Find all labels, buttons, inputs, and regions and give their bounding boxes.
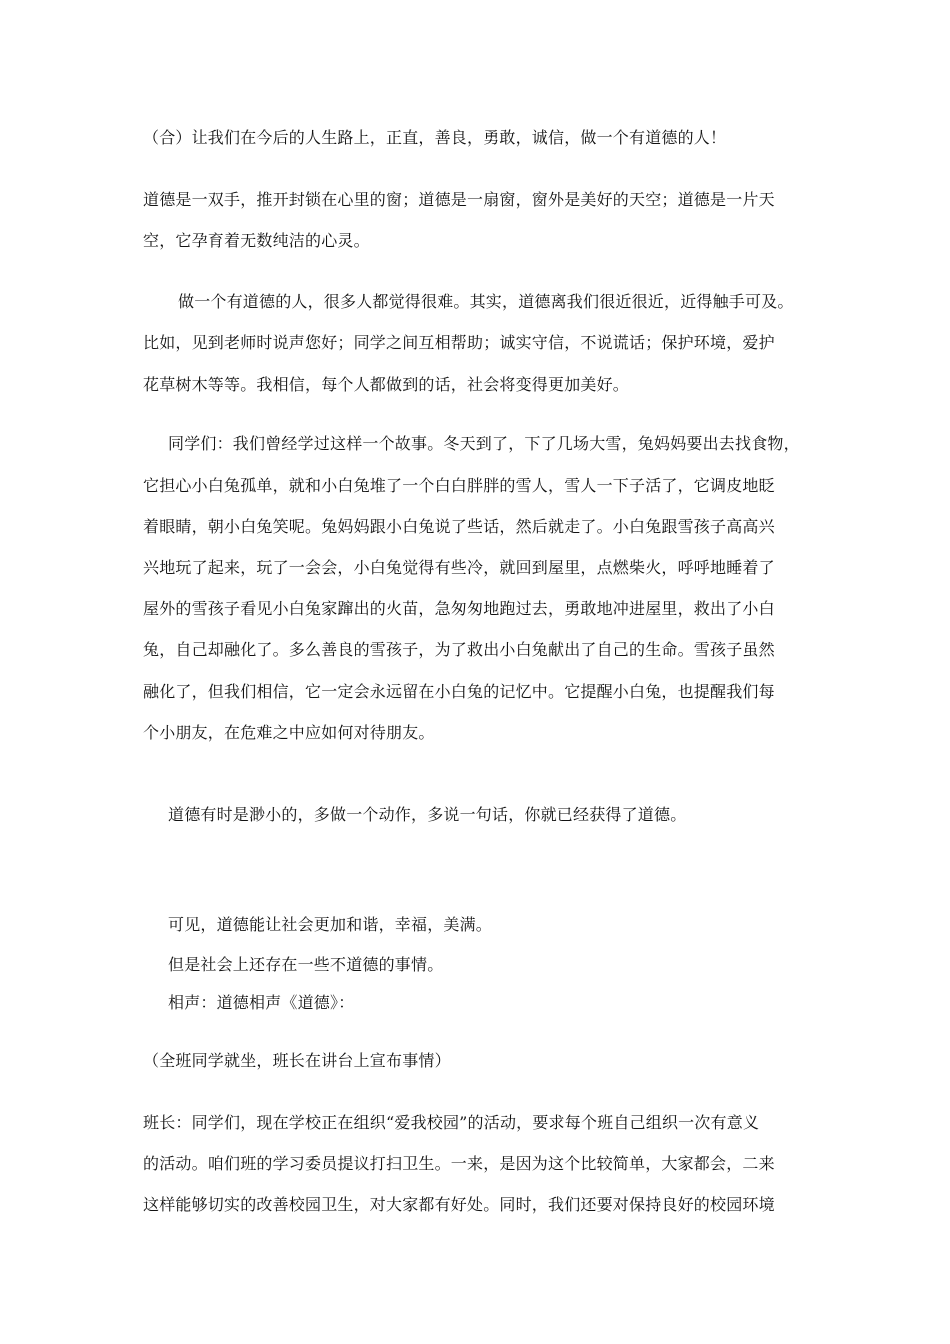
stage-direction: （全班同学就坐，班长在讲台上宣布事情） bbox=[143, 1051, 451, 1070]
paragraph-line: 屋外的雪孩子看见小白兔家蹿出的火苗，急匆匆地跑过去，勇敢地冲进屋里，救出了小白 bbox=[143, 599, 775, 618]
paragraph-line: 空，它孕育着无数纯洁的心灵。 bbox=[143, 231, 370, 250]
closing-chorus-line: （合）让我们在今后的人生路上，正直，善良，勇敢，诚信，做一个有道德的人！ bbox=[143, 128, 727, 147]
dialogue-line: 班长：同学们，现在学校正在组织“爱我校园”的活动，要求每个班自己组织一次有意义 bbox=[143, 1113, 760, 1132]
paragraph-line: 花草树木等等。我相信，每个人都做到的话，社会将变得更加美好。 bbox=[143, 375, 630, 394]
paragraph-line: 可见，道德能让社会更加和谐，幸福，美满。 bbox=[168, 915, 493, 934]
paragraph-line: 它担心小白兔孤单，就和小白兔堆了一个白白胖胖的雪人，雪人一下子活了，它调皮地眨 bbox=[143, 476, 775, 495]
paragraph-line: 比如，见到老师时说声您好；同学之间互相帮助；诚实守信，不说谎话；保护环境，爱护 bbox=[143, 333, 775, 352]
section-heading: 相声：道德相声《道德》： bbox=[168, 993, 355, 1012]
paragraph-line: 同学们：我们曾经学过这样一个故事。冬天到了，下了几场大雪，兔妈妈要出去找食物， bbox=[168, 434, 800, 453]
paragraph-line: 道德有时是渺小的，多做一个动作，多说一句话，你就已经获得了道德。 bbox=[168, 805, 687, 824]
paragraph-line: 做一个有道德的人，很多人都觉得很难。其实，道德离我们很近很近，近得触手可及。 bbox=[178, 292, 794, 311]
paragraph-line: 融化了，但我们相信，它一定会永远留在小白兔的记忆中。它提醒小白兔，也提醒我们每 bbox=[143, 682, 775, 701]
paragraph-line: 兴地玩了起来，玩了一会会，小白兔觉得有些冷，就回到屋里，点燃柴火，呼呼地睡着了 bbox=[143, 558, 775, 577]
paragraph-line: 着眼睛，朝小白兔笑呢。兔妈妈跟小白兔说了些话，然后就走了。小白兔跟雪孩子高高兴 bbox=[143, 517, 775, 536]
paragraph-line: 兔，自己却融化了。多么善良的雪孩子，为了救出小白兔献出了自己的生命。雪孩子虽然 bbox=[143, 640, 775, 659]
paragraph-line: 但是社会上还存在一些不道德的事情。 bbox=[168, 955, 444, 974]
dialogue-line: 这样能够切实的改善校园卫生，对大家都有好处。同时，我们还要对保持良好的校园环境 bbox=[143, 1195, 775, 1214]
paragraph-line: 道德是一双手，推开封锁在心里的窗；道德是一扇窗，窗外是美好的天空；道德是一片天 bbox=[143, 190, 775, 209]
paragraph-line: 个小朋友，在危难之中应如何对待朋友。 bbox=[143, 723, 435, 742]
dialogue-line: 的活动。咱们班的学习委员提议打扫卫生。一来，是因为这个比较简单，大家都会，二来 bbox=[143, 1154, 775, 1173]
